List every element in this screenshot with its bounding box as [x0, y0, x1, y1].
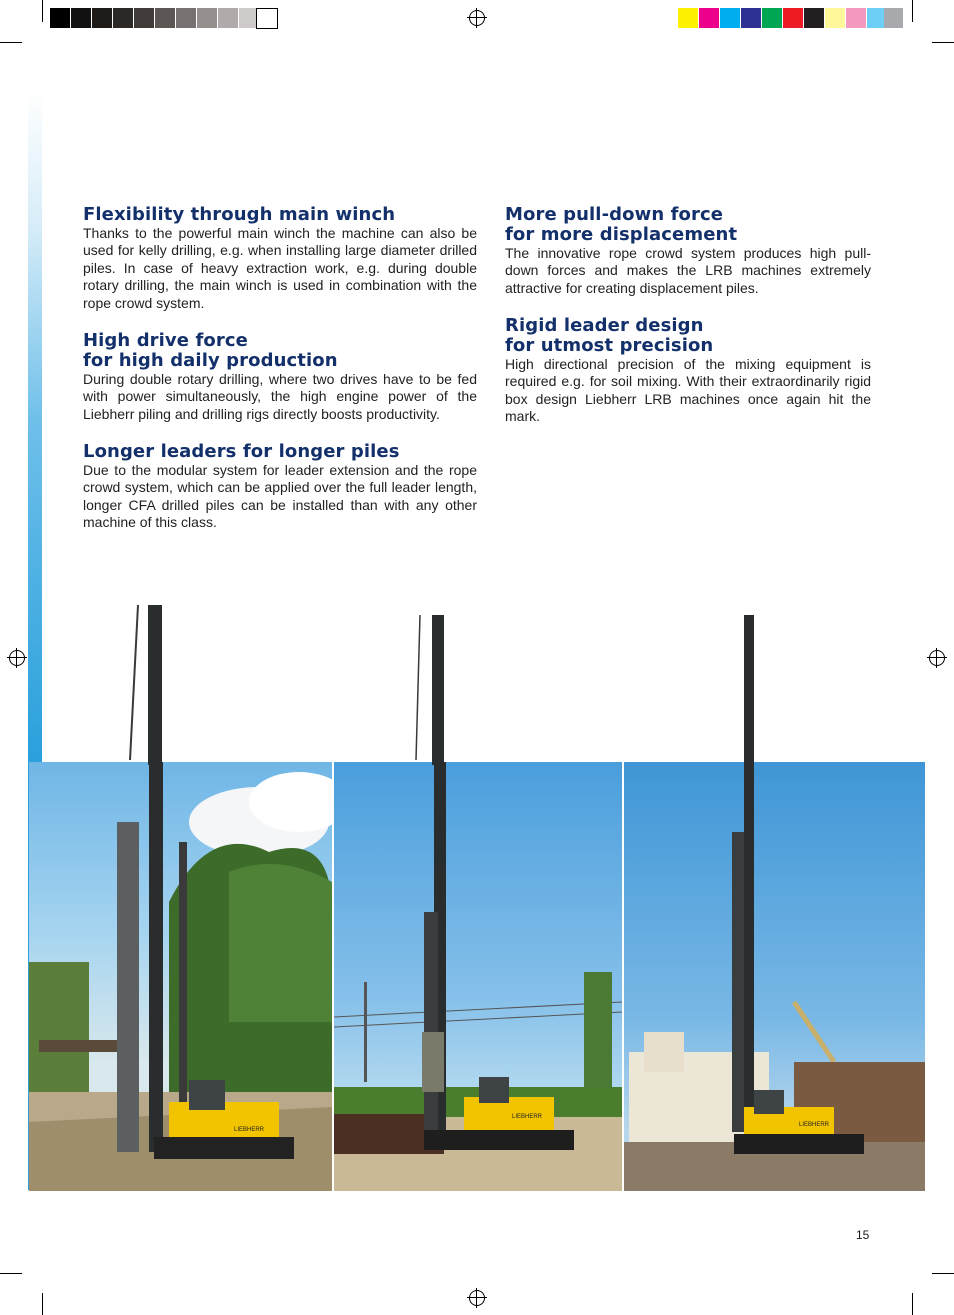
rig-2-mast-top — [432, 615, 444, 765]
rig-3-mast-top — [744, 615, 754, 765]
registration-mark-bottom — [469, 1290, 485, 1306]
section-body: Due to the modular system for leader extension and the rope crowd system, which can be applied over the full leader length, longer CFA drilled piles can be installed than with any other machine of this class. — [83, 462, 477, 531]
machine-label: LIEBHERR — [234, 1127, 265, 1133]
section-body: The innovative rope crowd system produces high pull-down forces and makes the LRB machines extremely attractive for creating displacement piles. — [505, 245, 871, 296]
section-body: Thanks to the powerful main winch the machine can also be used for kelly drilling, e.g. when installing large diameter drilled piles. In case of heavy extraction work, e.g. during double rotary drilling, the main winch is used in combination with the rope crowd system. — [83, 225, 477, 311]
section-body: High directional precision of the mixing equipment is required e.g. for soil mixing. With their extraordinarily rigid box design Liebherr LRB machines once again hit the mark. — [505, 356, 871, 425]
rig-1-cable — [130, 605, 138, 760]
machine-label: LIEBHERR — [512, 1114, 543, 1120]
page-number: 15 — [856, 1228, 870, 1242]
machine-label: LIEBHERR — [799, 1122, 830, 1128]
section-heading: Flexibility through main winch — [83, 204, 396, 225]
section-body: During double rotary drilling, where two drives have to be fed with power simultaneously, the high engine power of the Liebherr piling and drilling rigs directly boosts productivity. — [83, 371, 477, 422]
rig-2-cable — [416, 615, 420, 760]
section-heading: High drive force for high daily production — [83, 330, 338, 371]
section-heading: Longer leaders for longer piles — [83, 441, 400, 462]
rig-1-mast-top — [148, 605, 162, 765]
section-heading: Rigid leader design for utmost precision — [505, 315, 714, 356]
section-heading: More pull-down force for more displacement — [505, 204, 738, 245]
